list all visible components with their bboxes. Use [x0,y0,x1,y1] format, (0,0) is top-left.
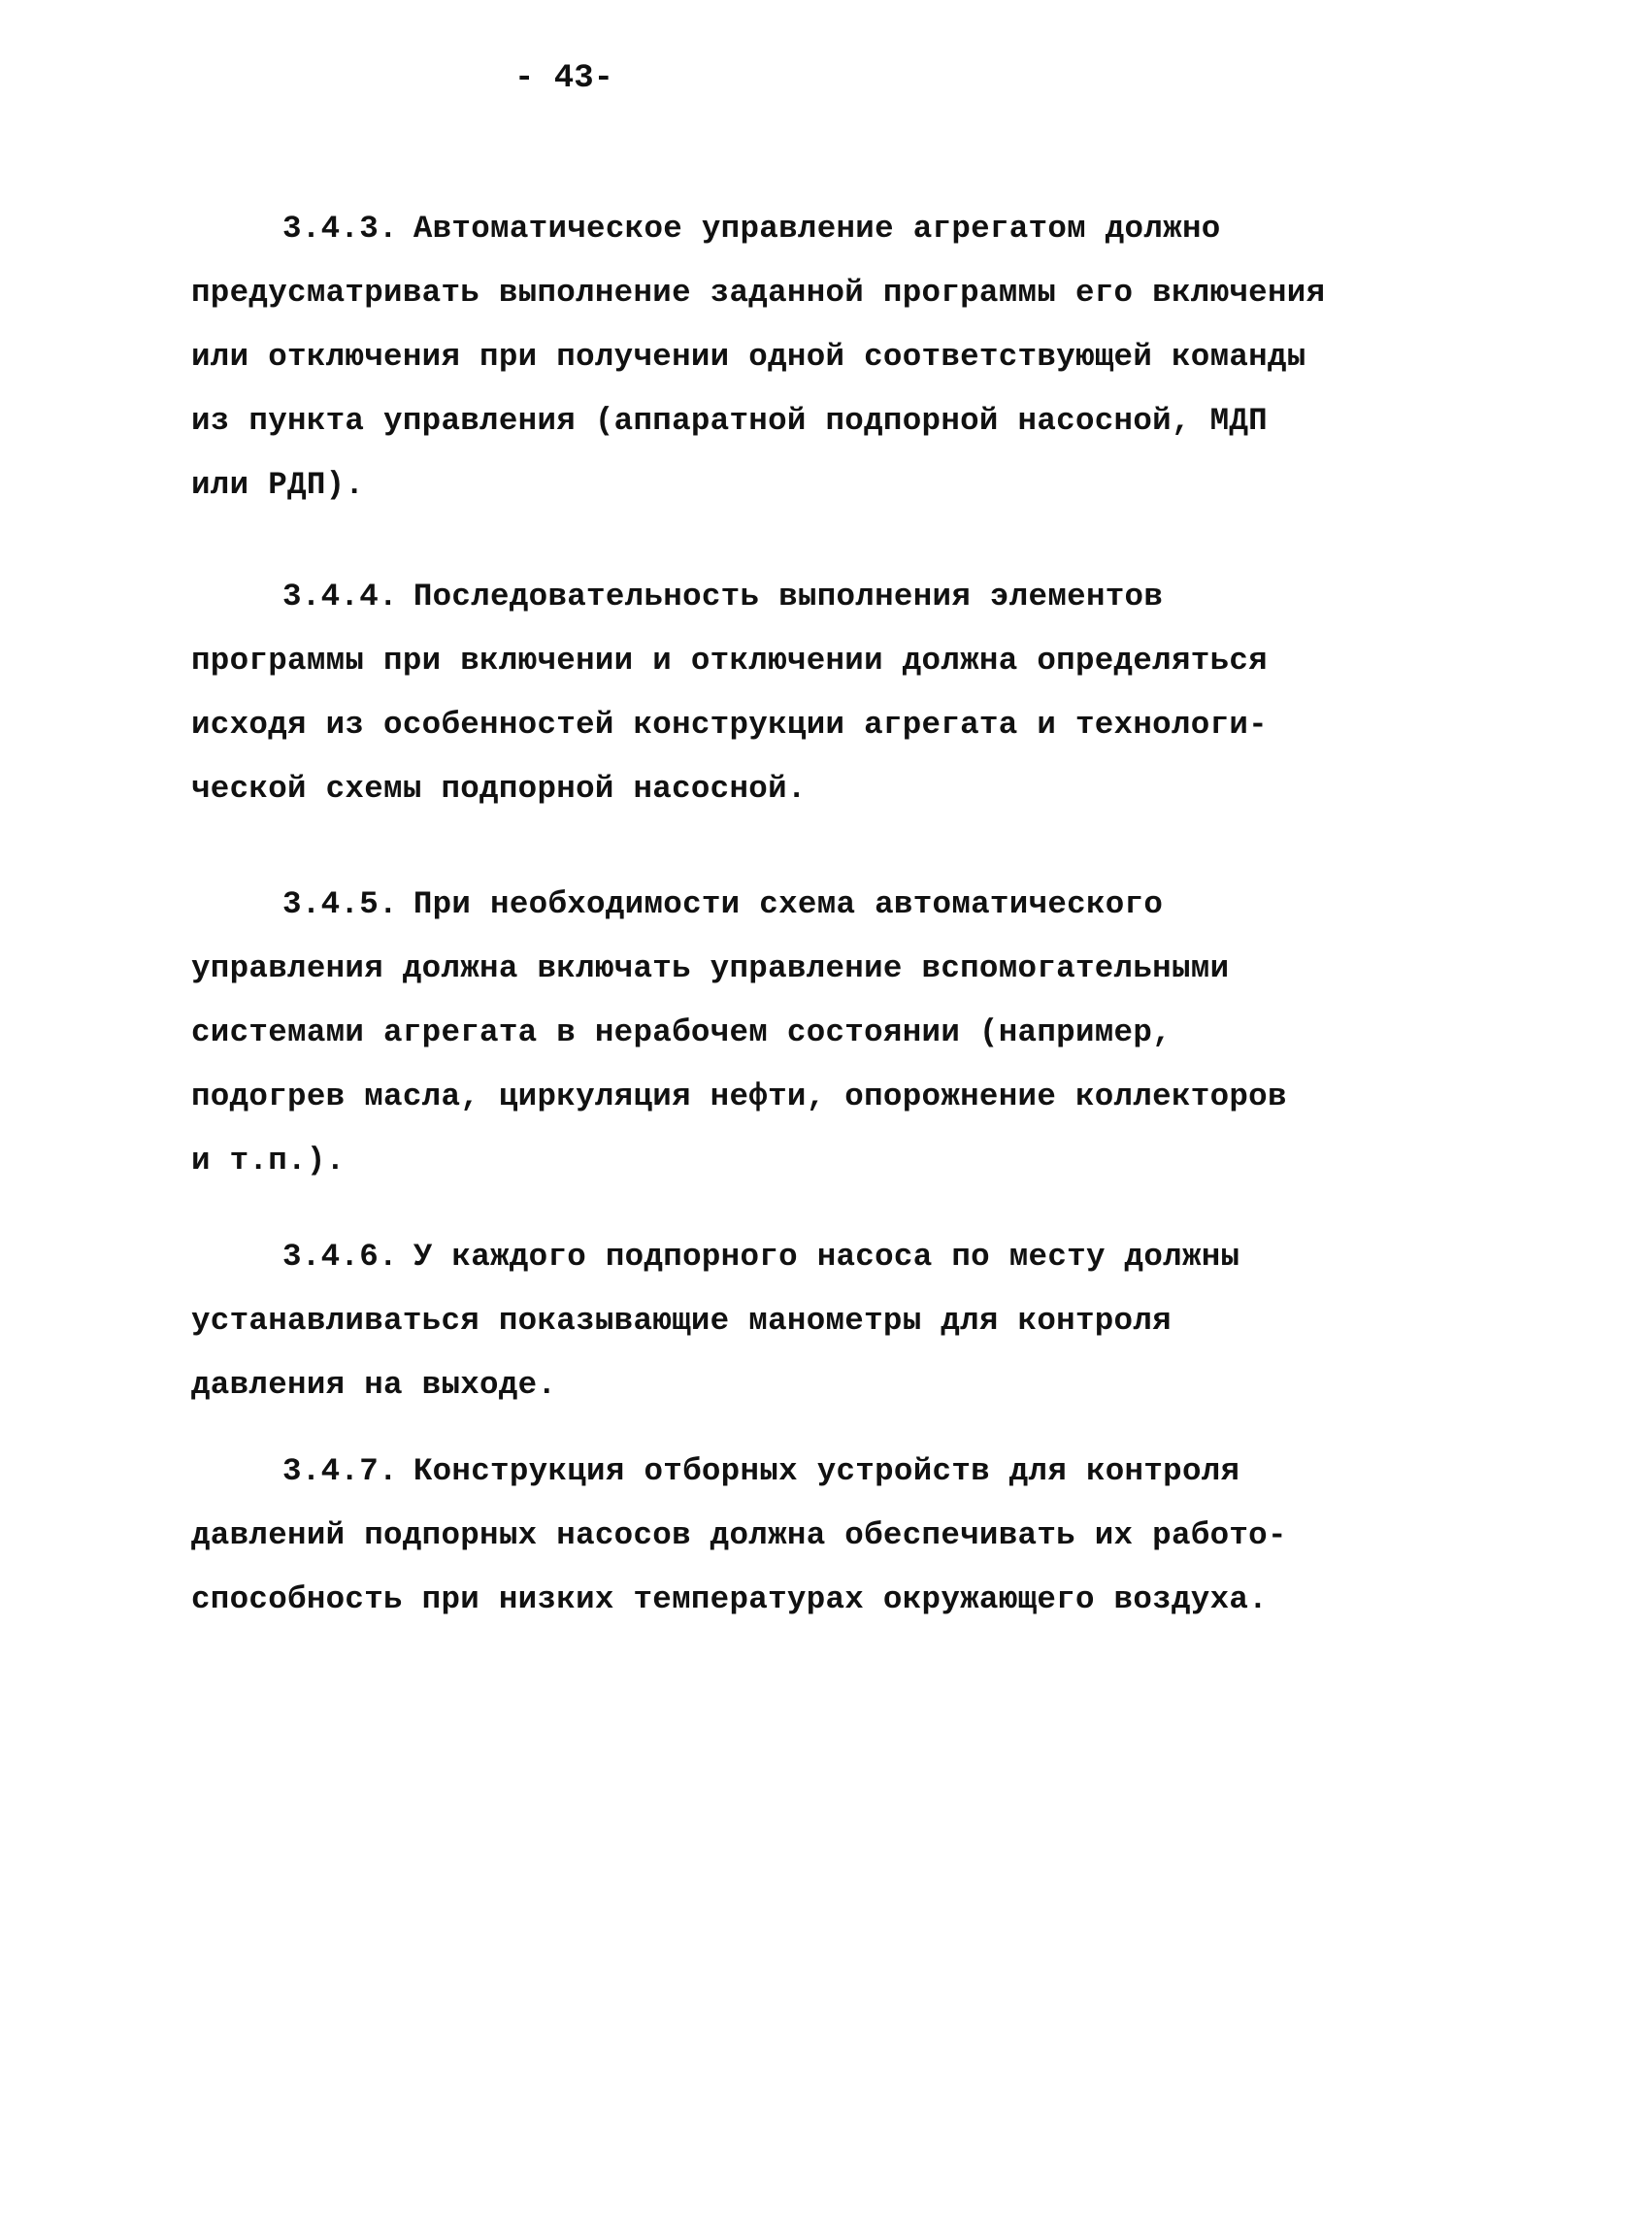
text-line: из пункта управления (аппаратной подпорной насосной, МДП [191,403,1268,439]
clause-number: 3.4.7. [282,1453,398,1489]
text-line: Последовательность выполнения элементов [413,579,1164,614]
text-line: подогрев масла, циркуляция нефти, опорожнение коллекторов [191,1079,1287,1114]
text-line: Конструкция отборных устройств для контроля [413,1453,1240,1489]
paragraph-3-4-6 [191,1225,1453,1417]
paragraph-3-4-3 [191,197,1453,517]
clause-number: 3.4.5. [282,886,398,922]
text-line: системами агрегата в нерабочем состоянии (например, [191,1014,1172,1050]
clause-number: 3.4.6. [282,1239,398,1275]
paragraph-3-4-7 [191,1440,1453,1632]
text-line: программы при включении и отключении должна определяться [191,643,1268,679]
text-line: способность при низких температурах окружающего воздуха. [191,1581,1268,1617]
text-line: исходя из особенностей конструкции агрегата и технологи- [191,707,1268,743]
text-line: давления на выходе. [191,1367,557,1403]
clause-number: 3.4.4. [282,579,398,614]
text-line: устанавливаться показывающие манометры для контроля [191,1303,1172,1339]
text-line: Автоматическое управление агрегатом должно [413,211,1221,247]
text-line: управления должна включать управление вспомогательными [191,950,1230,986]
clause-number: 3.4.3. [282,211,398,247]
text-line: ческой схемы подпорной насосной. [191,771,807,807]
page-number: - 43- [514,60,614,97]
text-line: давлений подпорных насосов должна обеспечивать их работо- [191,1517,1287,1553]
text-line: или РДП). [191,467,365,503]
text-line: или отключения при получении одной соответствующей команды [191,339,1306,375]
text-line: При необходимости схема автоматического [413,886,1164,922]
text-line: предусматривать выполнение заданной программы его включения [191,275,1326,311]
paragraph-3-4-4 [191,565,1453,821]
text-line: и т.п.). [191,1143,346,1179]
paragraph-3-4-5 [191,873,1453,1193]
text-line: У каждого подпорного насоса по месту должны [413,1239,1240,1275]
